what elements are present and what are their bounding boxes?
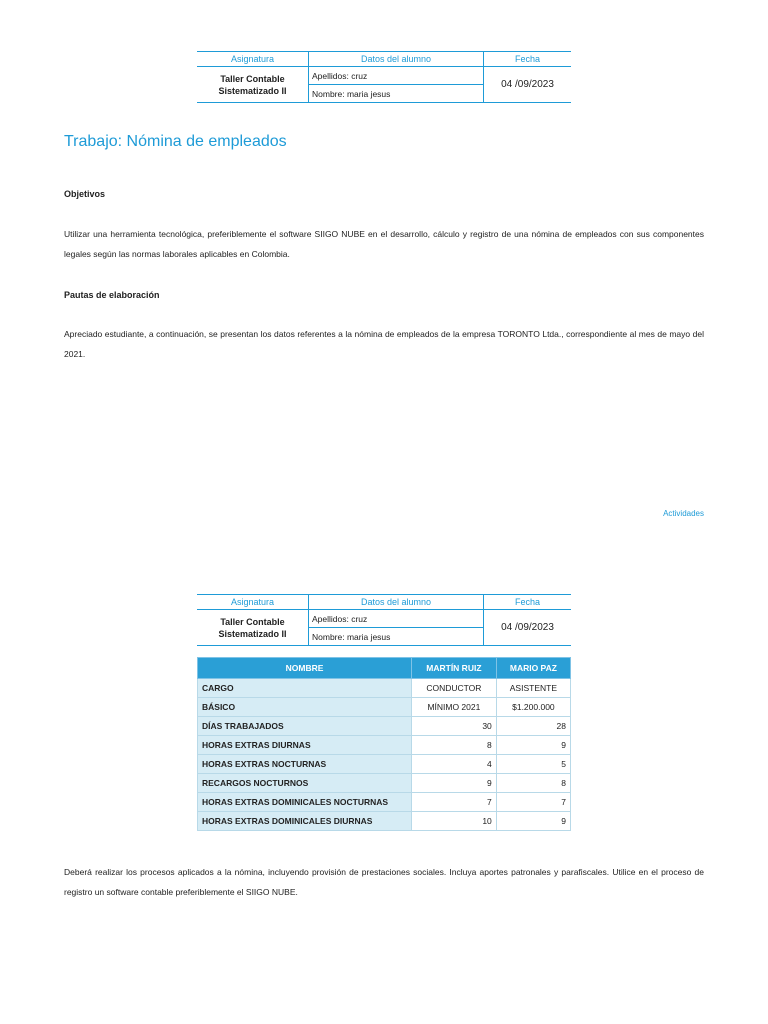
table-row xyxy=(198,698,571,717)
cell-mario: 8 xyxy=(496,774,570,793)
cell-mario: $1.200.000 xyxy=(496,698,570,717)
cell-mario: 5 xyxy=(496,755,570,774)
student-header-table xyxy=(197,51,571,103)
objetivos-heading: Objetivos xyxy=(64,189,106,199)
student-header-table-2 xyxy=(197,594,571,646)
nombre-value: Nombre: maria jesus xyxy=(309,85,484,103)
row-label: DÍAS TRABAJADOS xyxy=(198,717,412,736)
table-header-mario: MARIO PAZ xyxy=(496,658,570,679)
row-label: HORAS EXTRAS DOMINICALES NOCTURNAS xyxy=(198,793,412,812)
fecha-value: 04 /09/2023 xyxy=(484,67,572,103)
table-row xyxy=(198,812,571,831)
asignatura-line2: Sistematizado II xyxy=(218,628,287,639)
asignatura-value xyxy=(197,67,309,103)
cell-mario: 28 xyxy=(496,717,570,736)
table-row xyxy=(198,679,571,698)
row-label: CARGO xyxy=(198,679,412,698)
header-col-datos: Datos del alumno xyxy=(309,595,484,610)
cell-martin: 10 xyxy=(412,812,497,831)
cell-mario: 7 xyxy=(496,793,570,812)
row-label: HORAS EXTRAS DOMINICALES DIURNAS xyxy=(198,812,412,831)
asignatura-line1: Taller Contable xyxy=(220,73,285,84)
nombre-value: Nombre: maria jesus xyxy=(309,628,484,646)
pautas-text: Apreciado estudiante, a continuación, se presentan los datos referentes a la nómina de empleados de la empresa TORONTO Ltda., correspondiente al mes de mayo del 2021. xyxy=(64,329,704,359)
apellidos-value: Apellidos: cruz xyxy=(309,610,484,628)
objetivos-text: Utilizar una herramienta tecnológica, preferiblemente el software SIIGO NUBE en el desarrollo, cálculo y registro de una nómina de empleados con sus componentes legales según las normas laborales aplicables en Colombia. xyxy=(64,229,704,259)
row-label: RECARGOS NOCTURNOS xyxy=(198,774,412,793)
closing-text: Deberá realizar los procesos aplicados a la nómina, incluyendo provisión de prestaciones sociales. Incluya aportes patronales y parafiscales. Utilice en el proceso de registro un software contable preferiblemente el SIIGO NUBE. xyxy=(64,867,704,897)
cell-martin: MÍNIMO 2021 xyxy=(412,698,497,717)
row-label: HORAS EXTRAS NOCTURNAS xyxy=(198,755,412,774)
table-row xyxy=(198,793,571,812)
table-row xyxy=(198,717,571,736)
asignatura-line1: Taller Contable xyxy=(220,616,285,627)
apellidos-value: Apellidos: cruz xyxy=(309,67,484,85)
cell-martin: 7 xyxy=(412,793,497,812)
cell-martin: 8 xyxy=(412,736,497,755)
header-col-fecha: Fecha xyxy=(484,595,572,610)
table-row xyxy=(198,774,571,793)
table-row xyxy=(198,755,571,774)
fecha-value: 04 /09/2023 xyxy=(484,610,572,646)
header-col-asignatura: Asignatura xyxy=(197,595,309,610)
page-title: Trabajo: Nómina de empleados xyxy=(64,133,287,150)
table-header-nombre: NOMBRE xyxy=(198,658,412,679)
header-col-datos: Datos del alumno xyxy=(309,52,484,67)
cell-martin: 30 xyxy=(412,717,497,736)
pautas-heading: Pautas de elaboración xyxy=(64,290,160,300)
cell-martin: CONDUCTOR xyxy=(412,679,497,698)
row-label: BÁSICO xyxy=(198,698,412,717)
cell-mario: ASISTENTE xyxy=(496,679,570,698)
cell-mario: 9 xyxy=(496,812,570,831)
asignatura-value xyxy=(197,610,309,646)
payroll-table xyxy=(197,657,571,831)
table-header-martin: MARTÍN RUIZ xyxy=(412,658,497,679)
table-row xyxy=(198,736,571,755)
cell-martin: 9 xyxy=(412,774,497,793)
asignatura-line2: Sistematizado II xyxy=(218,85,287,96)
header-col-fecha: Fecha xyxy=(484,52,572,67)
row-label: HORAS EXTRAS DIURNAS xyxy=(198,736,412,755)
cell-martin: 4 xyxy=(412,755,497,774)
cell-mario: 9 xyxy=(496,736,570,755)
footer-actividades: Actividades xyxy=(663,509,704,518)
header-col-asignatura: Asignatura xyxy=(197,52,309,67)
